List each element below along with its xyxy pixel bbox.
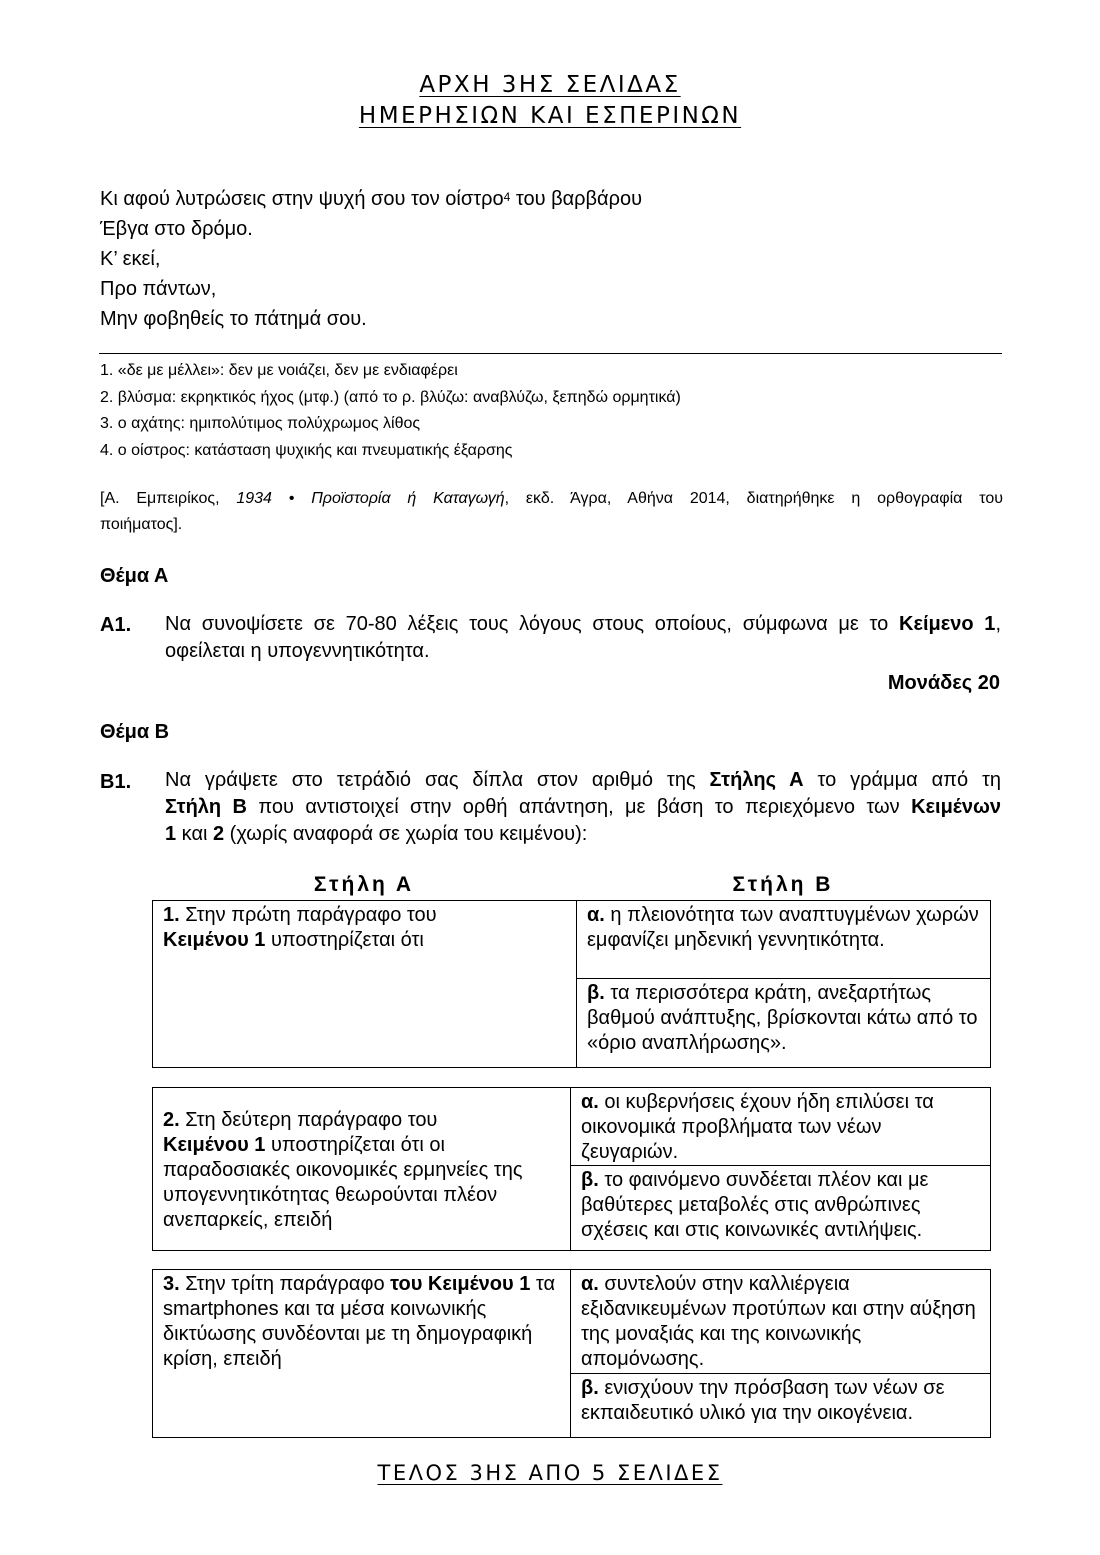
theme-b-heading: Θέμα Β xyxy=(100,721,170,743)
q3-statement: 3. Στην τρίτη παράγραφο του Κειμένου 1 τα smartphones και τα μέσα κοινωνικής δικτύωσης συνδέονται με τη δημογραφική κρίση, επειδή xyxy=(153,1270,571,1438)
poem-excerpt xyxy=(100,184,642,334)
footnote-4: 4. ο οίστρος: κατάσταση ψυχικής και πνευματικής έξαρσης xyxy=(100,441,513,459)
question-b1-number: Β1. xyxy=(100,771,132,793)
source-title: 1934 • Προϊστορία ή Καταγωγή xyxy=(236,490,505,507)
footnote-divider xyxy=(99,353,1002,354)
matching-table-3 xyxy=(152,1269,991,1438)
poem-line-2: Έβγα στο δρόμο. xyxy=(100,218,253,240)
column-b-heading: Στήλη Β xyxy=(732,873,834,896)
poem-line-5: Μην φοβηθείς το πάτημά σου. xyxy=(100,308,367,330)
column-a-heading: Στήλη Α xyxy=(313,873,415,896)
matching-table-2 xyxy=(152,1087,991,1251)
question-a1-number: Α1. xyxy=(100,614,132,636)
poem-line-4: Προ πάντων, xyxy=(100,278,217,300)
q1-option-beta: β. τα περισσότερα κράτη, ανεξαρτήτως βαθμού ανάπτυξης, βρίσκονται κάτω από το «όριο αναπλήρωσης». xyxy=(577,979,991,1068)
q2-option-alpha: α. οι κυβερνήσεις έχουν ήδη επιλύσει τα οικονομικά προβλήματα των νέων ζευγαριών. xyxy=(571,1088,991,1166)
question-b1-text: Να γράψετε στο τετράδιό σας δίπλα στον αριθμό της Στήλης Α το γράμμα από τη Στήλη Β που αντιστοιχεί στην ορθή απάντηση, με βάση το περιεχόμενο των Κειμένων 1 και 2 (χωρίς αναφορά σε χωρία του κειμένου): xyxy=(165,769,1001,845)
q1-option-alpha: α. η πλειονότητα των αναπτυγμένων χωρών εμφανίζει μηδενική γεννητικότητα. xyxy=(577,901,991,979)
page-header xyxy=(0,70,1100,132)
header-line-2: ΗΜΕΡΗΣΙΩΝ ΚΑΙ ΕΣΠΕΡΙΝΩΝ xyxy=(358,103,742,129)
matching-table-1 xyxy=(152,900,991,1068)
q3-option-beta: β. ενισχύουν την πρόσβαση των νέων σε εκπαιδευτικό υλικό για την οικογένεια. xyxy=(571,1373,991,1437)
footnotes xyxy=(100,358,681,464)
footnote-1: 1. «δε με μέλλει»: δεν με νοιάζει, δεν με ενδιαφέρει xyxy=(100,362,458,379)
theme-a-heading: Θέμα Α xyxy=(100,565,169,587)
footnote-3: 3. ο αχάτης: ημιπολύτιμος πολύχρωμος λίθος xyxy=(100,415,421,432)
q2-statement: 2. Στη δεύτερη παράγραφο του Κειμένου 1 υποστηρίζεται ότι οι παραδοσιακές οικονομικές ερμηνείες της υπογεννητικότητας θεωρούνται πλέον ανεπαρκείς, επειδή xyxy=(153,1088,571,1251)
q1-statement: 1. Στην πρώτη παράγραφο του Κειμένου 1 υποστηρίζεται ότι xyxy=(153,901,577,1068)
footnote-ref-4: 4 xyxy=(503,190,511,204)
points-a1: Μονάδες 20 xyxy=(887,672,1000,694)
q2-option-beta: β. το φαινόμενο συνδέεται πλέον και με βαθύτερες μεταβολές στις ανθρώπινες σχέσεις και στις κοινωνικές αντιλήψεις. xyxy=(571,1166,991,1251)
q3-option-alpha: α. συντελούν στην καλλιέργεια εξιδανικευμένων προτύπων και στην αύξηση της μοναξιάς και της κοινωνικής απομόνωσης. xyxy=(571,1270,991,1374)
poem-line-1: Κι αφού λυτρώσεις στην ψυχή σου τον οίστρο$^4$ του βαρβάρου xyxy=(100,188,643,210)
header-line-1: ΑΡΧΗ 3ΗΣ ΣΕΛΙΔΑΣ xyxy=(419,72,681,98)
source-citation: [Α. Εμπειρίκος, 1934 • Προϊστορία ή Καταγωγή, εκδ. Άγρα, Αθήνα 2014, διατηρήθηκε η ορθογραφία του ποιήματος]. xyxy=(100,490,1003,533)
poem-line-3: Κ’ εκεί, xyxy=(100,248,161,270)
footnote-2: 2. βλύσμα: εκρηκτικός ήχος (μτφ.) (από το ρ. βλύζω: αναβλύζω, ξεπηδώ ορμητικά) xyxy=(100,388,681,406)
page-footer: ΤΕΛΟΣ 3ΗΣ ΑΠΟ 5 ΣΕΛΙΔΕΣ xyxy=(377,1461,723,1485)
question-a1-text: Να συνοψίσετε σε 70-80 λέξεις τους λόγους στους οποίους, σύμφωνα με το Κείμενο 1, οφείλεται η υπογεννητικότητα. xyxy=(165,613,1001,662)
